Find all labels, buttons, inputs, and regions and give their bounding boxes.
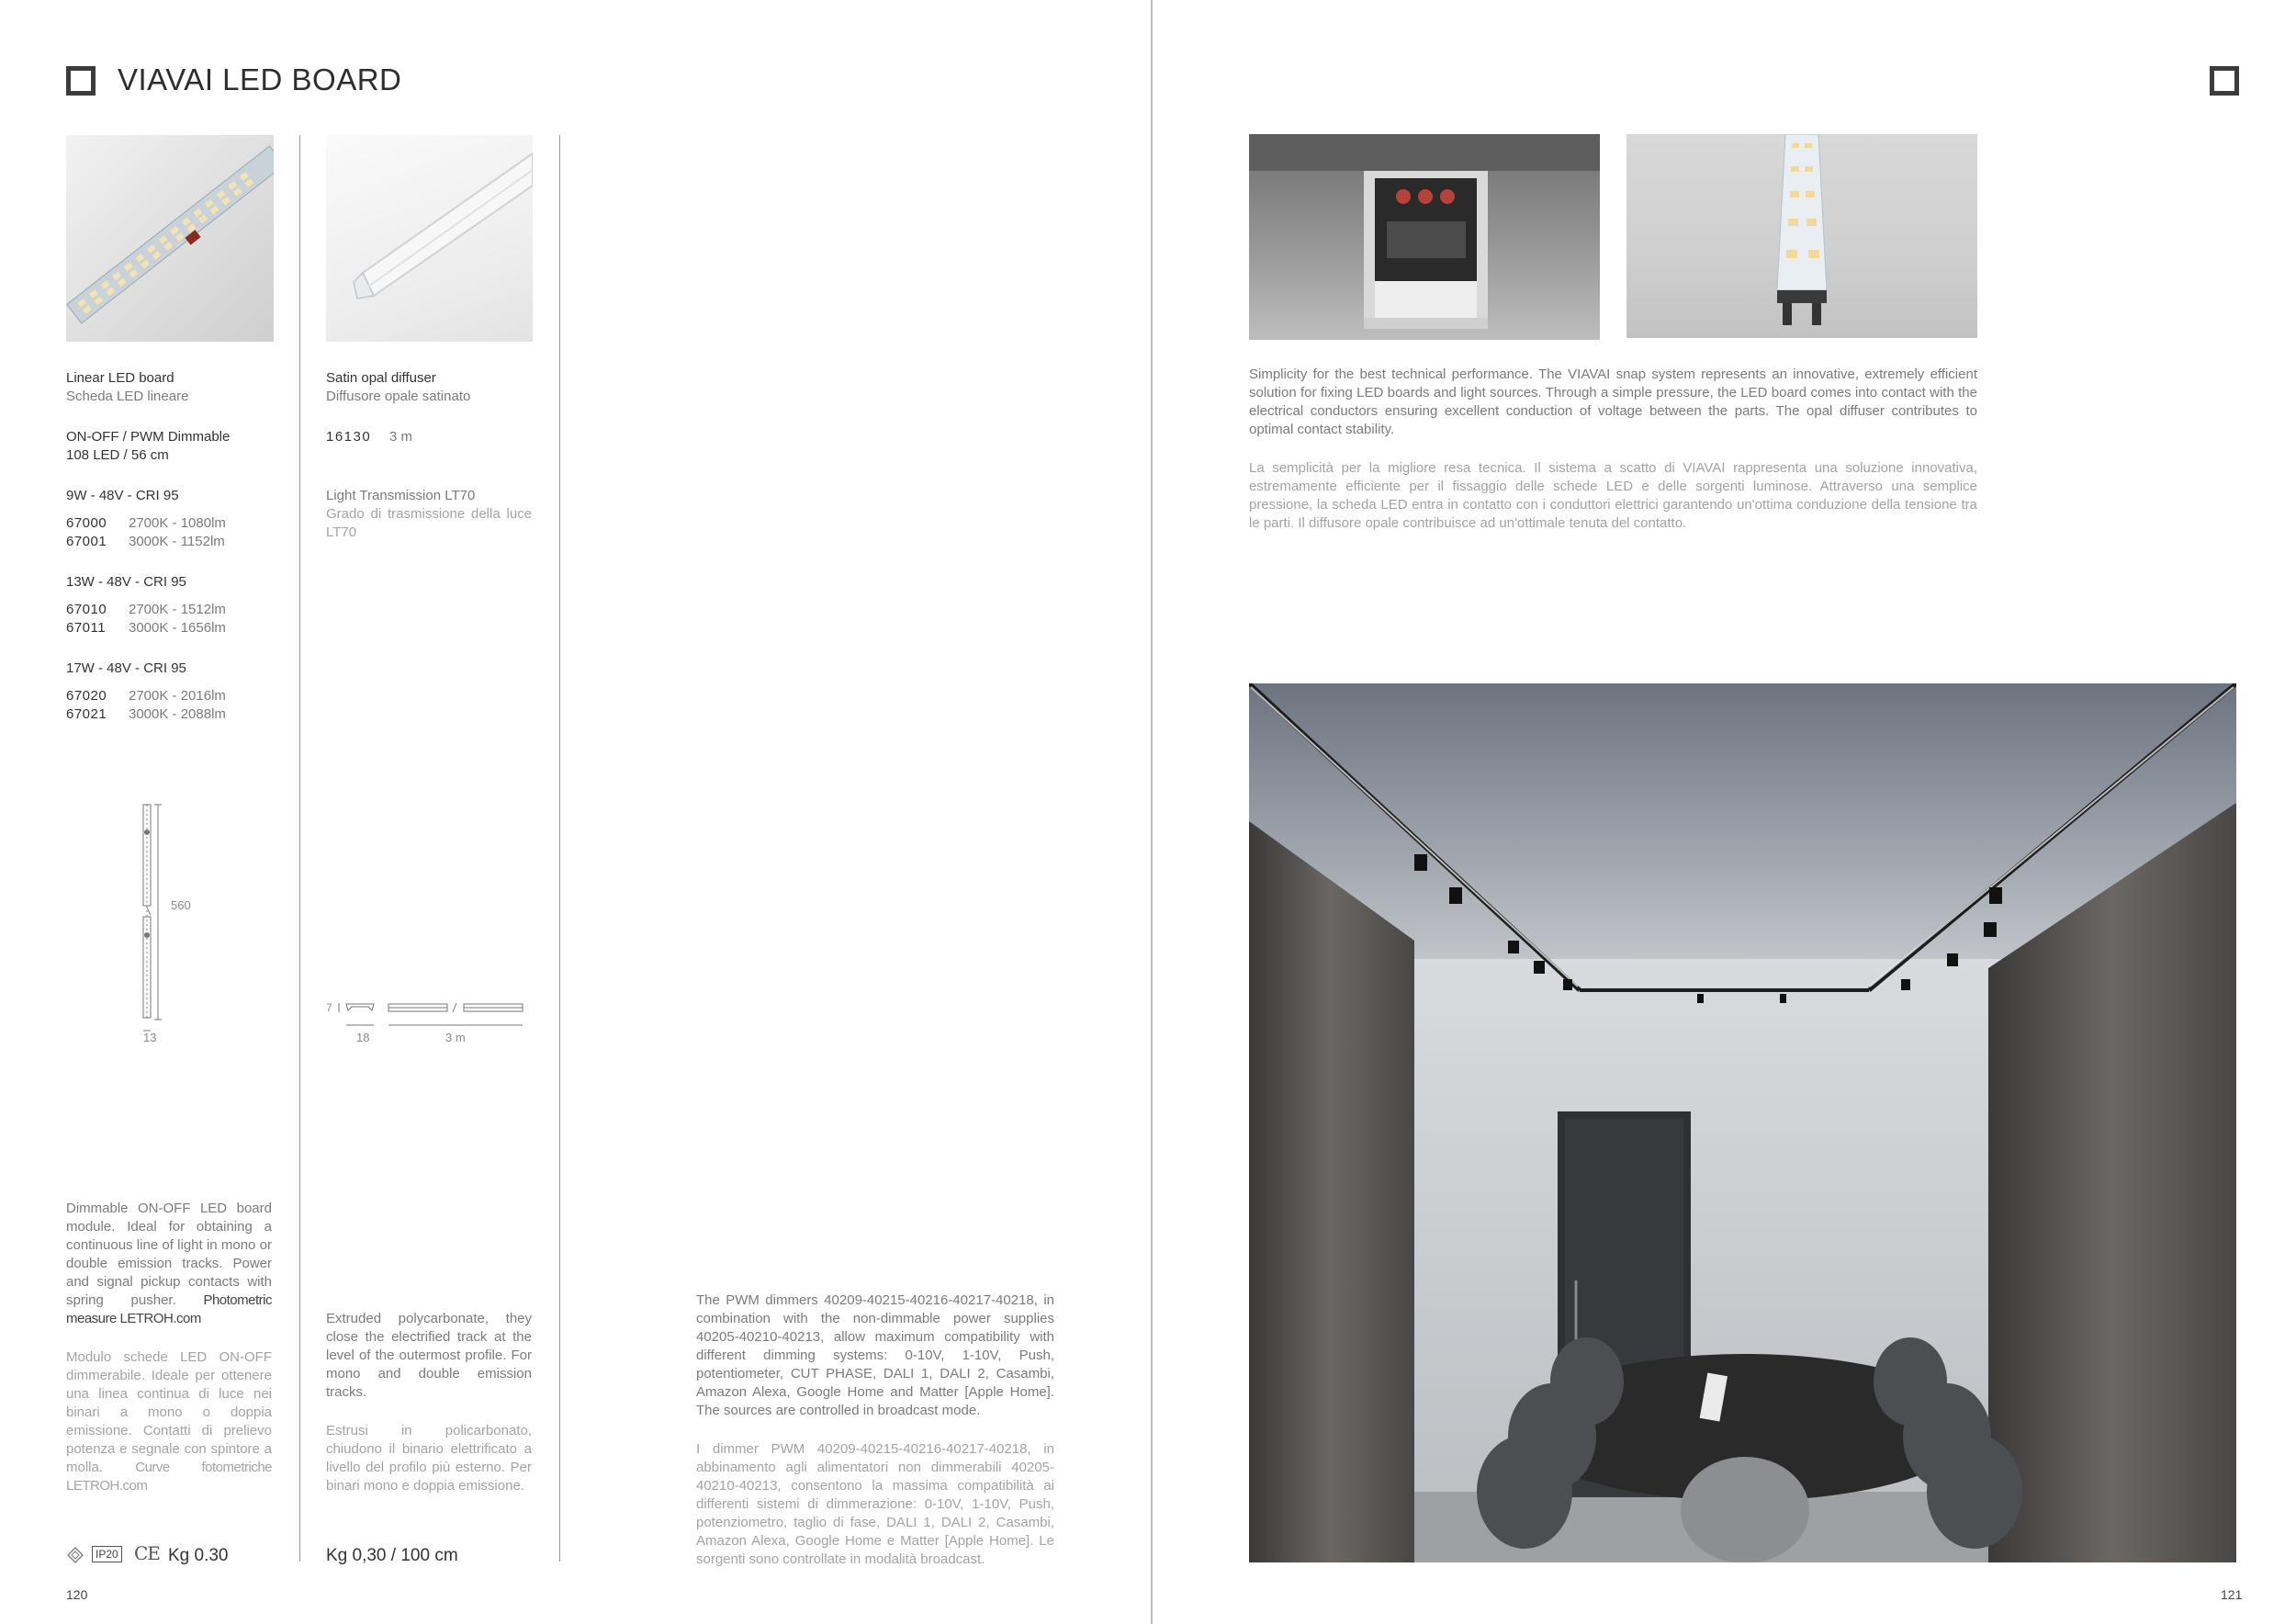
board-desc-en-text: Dimmable ON-OFF LED board module. Ideal for obtaining a continuous line of light in mono or double emission tracks. Power and signal pickup contacts with spring pusher. — [66, 1201, 272, 1308]
code-table — [66, 514, 226, 551]
diffuser-code: 16130 — [326, 429, 372, 445]
page-title: VIAVAI LED BOARD — [118, 62, 402, 96]
column-divider — [559, 135, 560, 1562]
product-spec: 3000K - 1152lm — [129, 534, 225, 549]
photometric-link-en[interactable]: Photometric measure LETROH.com — [66, 1292, 272, 1326]
diffuser-weight: Kg 0,30 / 100 cm — [326, 1546, 458, 1565]
led-track-photo — [1626, 134, 1977, 338]
dimmable-icon — [66, 1546, 84, 1564]
column-divider — [299, 135, 300, 1562]
page-number-right: 121 — [2221, 1587, 2243, 1602]
dim-length-label: 560 — [171, 898, 191, 912]
group-heading: 9W - 48V - CRI 95 — [66, 488, 179, 503]
table-row — [66, 619, 226, 637]
dim-length-label: 3 m — [445, 1031, 466, 1044]
product-code: 67021 — [66, 706, 107, 722]
photometric-link-it[interactable]: Curve fotometriche LETROH.com — [66, 1460, 272, 1494]
product-code: 67000 — [66, 515, 107, 531]
diffuser-description-en: Extruded polycarbonate, they close the electrified track at the level of the outermost profile. For mono and double emission tracks. — [326, 1311, 532, 1400]
led-board-photo — [66, 135, 274, 342]
diffuser-name-it: Diffusore opale satinato — [326, 389, 471, 404]
product-spec: 2700K - 1512lm — [129, 602, 226, 617]
meeting-room-photo — [1249, 683, 2236, 1562]
transmission-it: Grado di trasmissione della luce LT70 — [326, 506, 532, 540]
board-type-line1: ON-OFF / PWM Dimmable — [66, 429, 231, 445]
product-code: 67020 — [66, 688, 107, 704]
board-desc-it-text: Modulo schede LED ON-OFF dimmerabile. Ideale per ottenere una linea continua di luce nei binari a mono o doppia emissione. Contatti di prelievo potenza e segnale con spintore a molla. — [66, 1349, 272, 1475]
board-name-it: Scheda LED lineare — [66, 389, 189, 404]
ip20-badge: IP20 — [92, 1546, 122, 1562]
board-type-line2: 108 LED / 56 cm — [66, 447, 169, 463]
board-description-it — [66, 1348, 272, 1495]
table-row — [66, 687, 226, 705]
snap-system-photo — [1249, 134, 1600, 340]
product-spec: 2700K - 1080lm — [129, 515, 226, 531]
group-heading: 17W - 48V - CRI 95 — [66, 660, 186, 676]
product-code: 67010 — [66, 602, 107, 617]
page-spine — [1151, 0, 1153, 1624]
dimmer-description-it: I dimmer PWM 40209-40215-40216-40217-40218, in abbinamento agli alimentatori non dimmerabili 40205-40210-40213, consentono la massima compatibilità ai differenti sistemi di dimmerazione: 0-10V, 1-10V, Push, potenziometro, taglio di fase, DALI 1, DALI 2, Casambi, Amazon Alexa, Google Home e Matter [Apple Home]. Le sorgenti sono controllate in modalità broadcast. — [696, 1441, 1054, 1567]
ce-mark-icon: CE — [134, 1542, 160, 1564]
diffuser-name-en: Satin opal diffuser — [326, 370, 436, 386]
intro-text-it: La semplicità per la migliore resa tecnica. Il sistema a scatto di VIAVAI rappresenta una soluzione innovativa, estremamente efficiente per il fissaggio delle schede LED e delle sorgenti luminose. Attraverso una semplice pressione, la scheda LED entra in contatto con i conduttori elettrici garantendo un'ottima conduzione della tensione tra le parti. Il diffusore opale contribuisce ad un'ottimale tenuta del contatto. — [1249, 460, 1977, 531]
group-heading: 13W - 48V - CRI 95 — [66, 574, 186, 590]
dimmer-description-en: The PWM dimmers 40209-40215-40216-40217-40218, in combination with the non-dimmable power supplies 40205-40210-40213, allow maximum compatibility with different dimming systems: 0-10V, 1-10V, Push, potentiometer, CUT PHASE, DALI 1, DALI 2, Casambi, Amazon Alexa, Google Home and Matter [Apple Home]. The sources are controlled in broadcast mode. — [696, 1292, 1054, 1418]
product-spec: 2700K - 2016lm — [129, 688, 226, 704]
corner-square-icon — [2210, 66, 2239, 96]
board-name-en: Linear LED board — [66, 370, 174, 386]
code-table — [66, 601, 226, 637]
product-code: 67011 — [66, 620, 107, 636]
title-square-icon — [66, 66, 96, 96]
dim-height-label: 7 — [326, 1001, 332, 1014]
diffuser-length: 3 m — [389, 429, 413, 445]
dim-width-label: 18 — [356, 1031, 370, 1044]
transmission-en: Light Transmission LT70 — [326, 488, 476, 503]
board-description-en — [66, 1200, 272, 1328]
diffuser-photo — [326, 135, 533, 342]
board-weight: Kg 0.30 — [168, 1546, 229, 1565]
dim-width-label: 13 — [143, 1031, 157, 1044]
intro-text-en: Simplicity for the best technical performance. The VIAVAI snap system represents an innovative, extremely efficient solution for fixing LED boards and light sources. Through a simple pressure, the LED board comes into contact with the electrical conductors ensuring excellent conduction of voltage between the parts. The opal diffuser contributes to optimal contact stability. — [1249, 367, 1977, 437]
product-spec: 3000K - 2088lm — [129, 706, 226, 722]
table-row — [66, 601, 226, 619]
table-row — [66, 533, 226, 551]
product-code: 67001 — [66, 534, 107, 549]
board-technical-drawing — [138, 799, 211, 1047]
product-spec: 3000K - 1656lm — [129, 620, 226, 636]
page-number-left: 120 — [66, 1587, 88, 1602]
code-table — [66, 687, 226, 724]
table-row — [66, 514, 226, 533]
diffuser-description-it: Estrusi in policarbonato, chiudono il binario elettrificato a livello del profilo più esterno. Per binari mono e doppia emissione. — [326, 1423, 532, 1494]
table-row — [66, 705, 226, 724]
